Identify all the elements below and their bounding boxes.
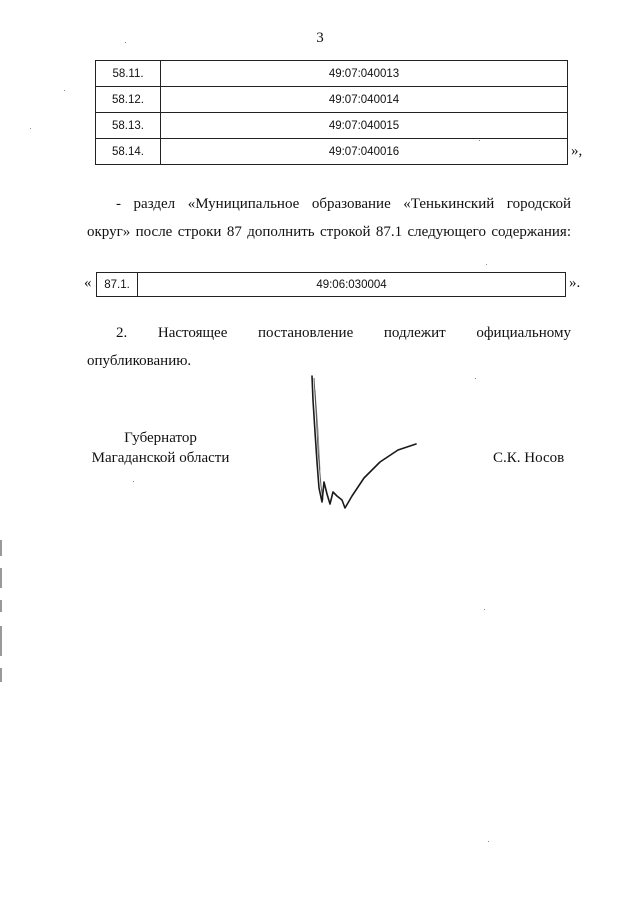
cadastral-number: 49:07:040014: [161, 87, 568, 113]
signatory-name: С.К. Носов: [493, 450, 565, 466]
paragraph-line: - раздел «Муниципальное образование «Тенькинский городской: [116, 196, 571, 212]
scan-edge-mark: [0, 626, 2, 656]
signatory-title-line: Губернатор: [124, 430, 197, 446]
table-open-quote: «: [84, 275, 92, 291]
table-close-quote: ».: [569, 275, 581, 291]
row-number: 58.14.: [96, 139, 161, 165]
scan-speck: [488, 841, 489, 842]
table-row: [96, 87, 568, 113]
table-row: [96, 139, 568, 165]
section-amendment-paragraph: [87, 190, 571, 246]
scan-speck: [125, 42, 126, 43]
paragraph-line: округ» после строки 87 дополнить строкой 87.1 следующего содержания:: [87, 224, 571, 240]
table-close-quote: »,: [571, 143, 583, 159]
row-number: 87.1.: [97, 273, 138, 297]
paragraph-line: опубликованию.: [87, 353, 192, 369]
scan-speck: [486, 264, 487, 265]
handwritten-signature: [300, 370, 440, 520]
cadastral-table-upper: [95, 60, 568, 165]
row-number: 58.11.: [96, 61, 161, 87]
scan-speck: [30, 128, 31, 129]
row-number: 58.12.: [96, 87, 161, 113]
publication-paragraph: [87, 319, 571, 375]
table-row: [96, 61, 568, 87]
scan-speck: [64, 90, 65, 91]
scan-speck: [484, 609, 485, 610]
scan-edge-mark: [0, 568, 2, 588]
scan-speck: [479, 140, 480, 141]
signatory-title: [88, 428, 233, 468]
cadastral-number: 49:07:040016: [161, 139, 568, 165]
scan-speck: [133, 481, 134, 482]
cadastral-number: 49:07:040015: [161, 113, 568, 139]
table-row: [97, 273, 566, 297]
scan-edge-mark: [0, 600, 2, 612]
signatory-title-line: Магаданской области: [91, 450, 230, 466]
table-row: [96, 113, 568, 139]
row-number: 58.13.: [96, 113, 161, 139]
scan-edge-mark: [0, 540, 2, 556]
cadastral-number: 49:06:030004: [138, 273, 566, 297]
page-number: 3: [316, 30, 324, 46]
scan-speck: [475, 378, 476, 379]
scan-edge-mark: [0, 668, 2, 682]
paragraph-line: 2. Настоящее постановление подлежит официальному: [116, 325, 571, 341]
cadastral-table-lower: [96, 272, 566, 297]
cadastral-number: 49:07:040013: [161, 61, 568, 87]
